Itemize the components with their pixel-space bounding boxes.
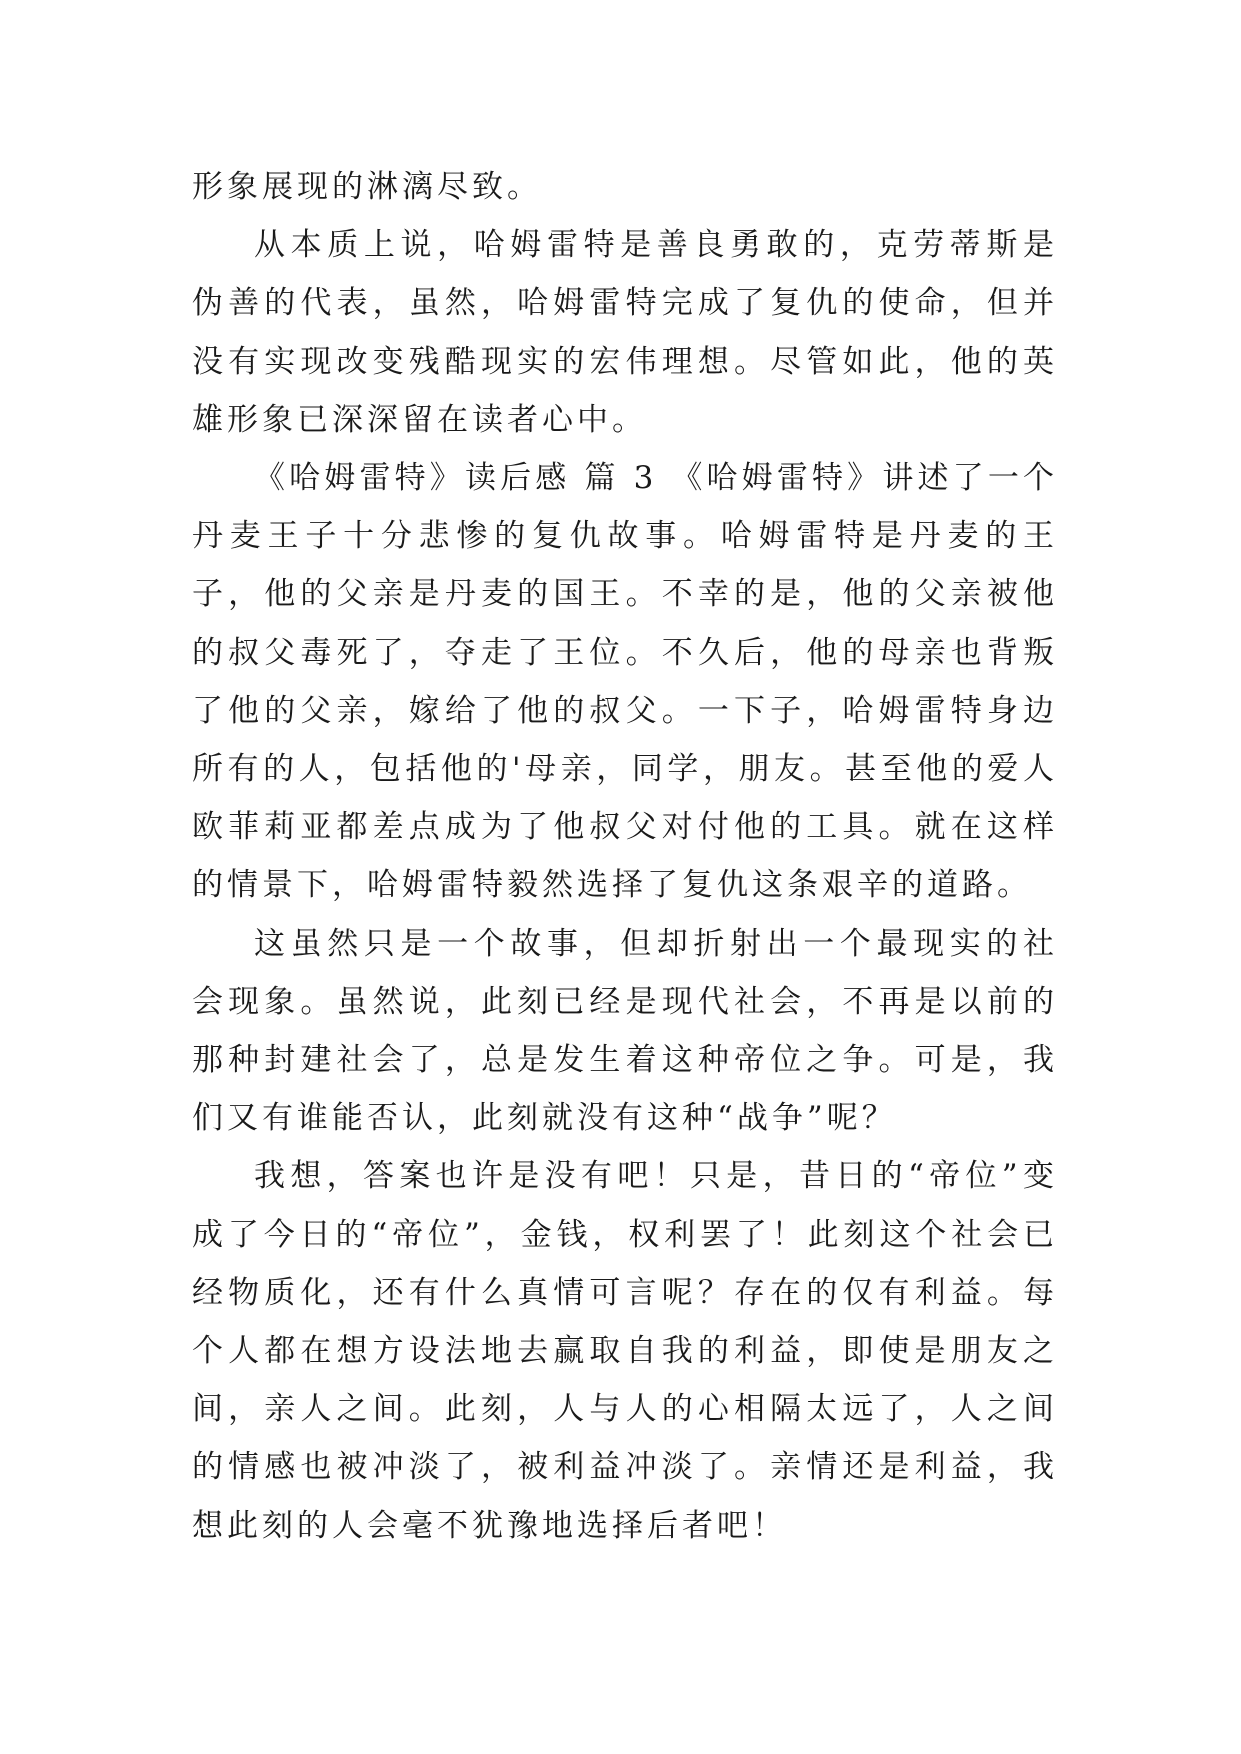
body-text: [192, 158, 1058, 1555]
paragraph-4: 这虽然只是一个故事，但却折射出一个最现实的社会现象。虽然说，此刻已经是现代社会，不再是以前的那种封建社会了，总是发生着这种帝位之争。可是，我们又有谁能否认，此刻就没有这种“战争”呢？: [192, 925, 1058, 1137]
paragraph-5: 我想，答案也许是没有吧！只是，昔日的“帝位”变成了今日的“帝位”，金钱，权利罢了！此刻这个社会已经物质化，还有什么真情可言呢？存在的仅有利益。每个人都在想方设法地去赢取自我的利益，即使是朋友之间，亲人之间。此刻，人与人的心相隔太远了，人之间的情感也被冲淡了，被利益冲淡了。亲情还是利益，我想此刻的人会毫不犹豫地选择后者吧！: [192, 1158, 1058, 1544]
paragraph-3: 《哈姆雷特》读后感 篇 3 《哈姆雷特》讲述了一个丹麦王子十分悲惨的复仇故事。哈姆雷特是丹麦的王子，他的父亲是丹麦的国王。不幸的是，他的父亲被他的叔父毒死了，夺走了王位。不久后，他的母亲也背叛了他的父亲，嫁给了他的叔父。一下子，哈姆雷特身边所有的人，包括他的'母亲，同学，朋友。甚至他的爱人欧菲莉亚都差点成为了他叔父对付他的工具。就在这样的情景下，哈姆雷特毅然选择了复仇这条艰辛的道路。: [192, 460, 1058, 904]
paragraph-1: 形象展现的淋漓尽致。: [192, 169, 542, 205]
paragraph-2: 从本质上说，哈姆雷特是善良勇敢的，克劳蒂斯是伪善的代表，虽然，哈姆雷特完成了复仇的使命，但并没有实现改变残酷现实的宏伟理想。尽管如此，他的英雄形象已深深留在读者心中。: [192, 227, 1058, 438]
